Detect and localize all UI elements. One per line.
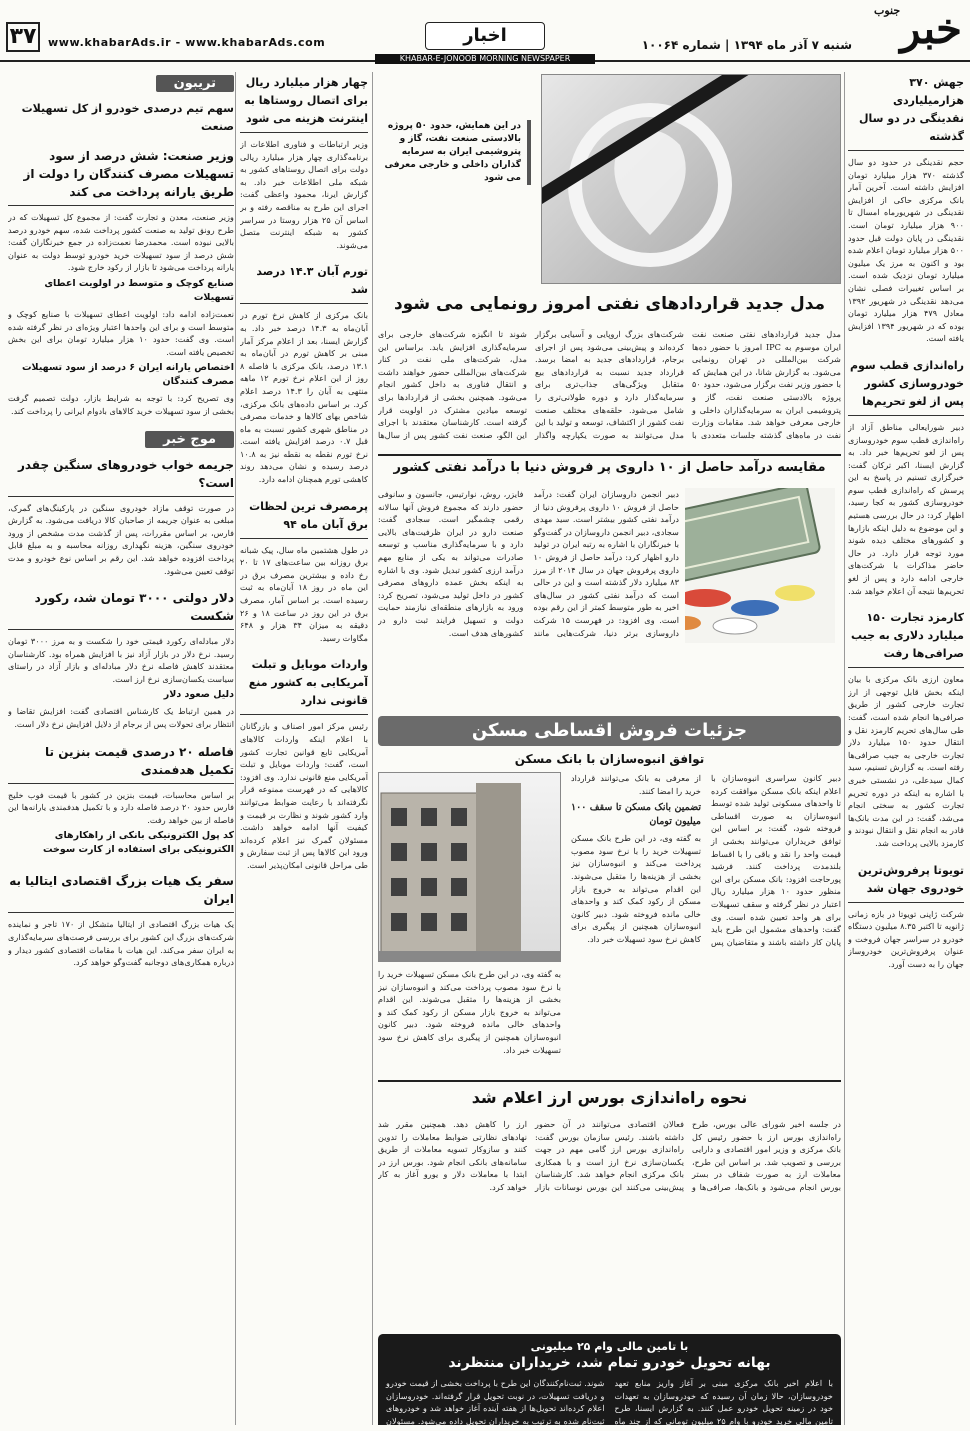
- story-paragraph: دبیر کانون سراسری انبوه‌سازان با اعلام اینکه بانک مسکن موافقت کرده تا واحدهای مسکونی تولید شده توسط انبوه‌سازان به صورت اقساطی فروخته شود، گفت: بر اساس این توافق خریداران می‌توانند بخشی از قیمت واحد را نقد و باقی را با اقساط بلندمدت پرداخت کنند. فرشید پورحاجت افزود: بانک مسکن برای این منظور حدود ۱۰ هزار میلیارد ریال اعتبار در نظر گرفته و سقف تسهیلات برای هر واحد تعیین شده است. وی گفت: واحدهای مشمول این طرح باید پایان کار داشته باشند و متقاضیان پس از معرفی به بانک می‌توانند قرارداد خرید را امضا کنند.: [571, 773, 841, 947]
- article-body: رئیس مرکز امور اصناف و بازرگانان با اعلام اینکه واردات کالاهای آمریکایی تابع قوانین تجارت کشور است، گفت: واردات موبایل و تبلت آمریکایی منع قانونی ندارد. وی افزود: کالاهایی که در فهرست ممنوعه قرار نگرفته‌اند با رعایت ضوابط می‌توانند وارد کشور شوند و نظارت بر قیمت و کیفیت آنها ادامه خواهد داشت. مسئولان گمرک نیز اعلام کرده‌اند ورود این کالاها پس از ثبت سفارش و طی مراحل قانونی امکان‌پذیر است.: [240, 721, 368, 870]
- article-internet: [240, 72, 368, 251]
- article-inflation: [240, 261, 368, 485]
- article-title[interactable]: فاصله ۲۰ درصدی قیمت بنزین تا تکمیل هدفمندی: [8, 741, 234, 784]
- article-dollar: [8, 587, 234, 731]
- masthead: [0, 0, 970, 62]
- article-kicker: سهم تیم درصدی خودرو از کل تسهیلات صنعت: [21, 102, 234, 133]
- article-title[interactable]: وزیر صنعت: شش درصد از سود تسهیلات مصرف کنندگان را دولت از طریق یارانه پرداخت می کند: [8, 145, 234, 206]
- article-body: معاون ارزی بانک مرکزی با بیان اینکه بخش قابل توجهی از ارز تجارت خارجی کشور از طریق صرافی‌ها انجام شده است، گفت: طی سال‌های تحریم کارمزد نقل و انتقال حدود ۱۵۰ میلیارد دلار تجارت خارجی به جیب صرافی‌ها رفته است. به گزارش تسنیم، سید کمال سیدعلی، در نشستی خبری با اشاره به اینکه در دوره تحریم تجارت کشور به سختی انجام می‌شد، گفت: در این مدت بانک‌ها قادر به انجام نقل و انتقال نبودند و کارمزد بالایی پرداخت شد.: [848, 674, 964, 848]
- story-subhead: تضمین بانک مسکن تا سقف ۱۰۰ میلیون تومان: [571, 802, 701, 828]
- article-body: حجم نقدینگی در حدود دو سال گذشته ۳۷۰ هزار میلیارد تومان افزایش داشته است. آخرین آمار بانک مرکزی حاکی از افزایش نقدینگی در شهریورماه امسال تا ۹۰۰ هزار میلیارد تومان است. نقدینگی در پایان دولت قبل حدود ۵۰۰ هزار میلیارد تومان اعلام شده بود و اکنون به مرز یک میلیون میلیارد تومان نزدیک شده است. بر اساس تغییرات فصلی نشان می‌دهد نقدینگی در شهریور ۱۳۹۲ معادل ۴۷۹ هزار میلیارد تومان بوده که در شهریور ۱۳۹۴ افزایش یافته است.: [848, 157, 964, 344]
- middle-news-column: [240, 72, 368, 1425]
- issue-line: شنبه ۷ آذر ماه ۱۳۹۴ | شماره ۱۰۰۶۴: [641, 38, 852, 52]
- article-auto-hub: [848, 355, 964, 597]
- story-currency-exchange: در جلسه اخیر شورای عالی بورس، طرح راه‌اندازی بورس ارز با حضور رئیس کل بانک مرکزی و وزیر امور اقتصادی و دارایی بررسی و تصویب شد. بر اساس این طرح، معاملات ارز به صورت شفاف در بستر بورس انجام می‌شود و بانک‌ها، صرافی‌ها و فعالان اقتصادی می‌توانند در آن حضور داشته باشند. رئیس سازمان بورس گفت: راه‌اندازی بورس ارز گامی مهم در جهت یکسان‌سازی نرخ ارز است و با همکاری بانک مرکزی انجام خواهد شد. کارشناسان پیش‌بینی می‌کنند این بورس نوسانات بازار ارز را کاهش دهد. همچنین مقرر شد نهادهای نظارتی ضوابط معاملات را تدوین کنند و سازوکار تسویه معاملات از طریق سامانه‌های بانکی انجام شود. بورس ارز در ابتدا با معاملات دلار و یورو آغاز به کار خواهد کرد.: [378, 1119, 841, 1192]
- article-body: بانک مرکزی از کاهش نرخ تورم در آبان‌ماه به ۱۴.۳ درصد خبر داد. به گزارش ایسنا، بعد از اعلام مرکز آمار مبنی بر کاهش تورم در آبان‌ماه به ۱۳.۱ درصد، بانک مرکزی با فاصله ۸ روز از این اعلام نرخ تورم ۱۲ ماهه منتهی به آبان را ۱۴.۳ درصد اعلام کرد. بر اساس داده‌های بانک مرکزی، شاخص بهای کالاها و خدمات مصرفی در مناطق شهری کشور نسبت به ماه قبل ۰.۷ درصد افزایش یافته است. نرخ تورم نقطه به نقطه نیز به ۱۰.۸ درصد رسیده و نشان می‌دهد روند کاهشی تورم همچنان ادامه دارد.: [240, 310, 368, 485]
- column-divider: [372, 72, 373, 1425]
- paper-subtitle: KHABAR-E-JONOOB MORNING NEWSPAPER: [375, 54, 595, 64]
- story-oil-contracts: مدل جدید قراردادهای نفتی صنعت نفت ایران موسوم به IPC امروز با حضور ده‌ها شرکت بین‌المللی در تهران رونمایی می‌شود. به گزارش شانا، در این همایش که با حضور وزیر نفت برگزار می‌شود، حدود ۵۰ پروژه بالادستی صنعت نفت، گاز و پتروشیمی ایران به سرمایه‌گذاران داخلی و خارجی معرفی خواهد شد. مقامات وزارت نفت در ماه‌های گذشته جلسات متعددی با شرکت‌های بزرگ اروپایی و آسیایی برگزار کرده‌اند و پیش‌بینی می‌شود پس از اجرای برجام، قراردادهای جدید به امضا برسد. قرارداد جدید نسبت به قراردادهای بیع متقابل ویژگی‌های جذاب‌تری برای سرمایه‌گذار دارد و دوره طولانی‌تری را شامل می‌شود. حلقه‌های مختلف صنعت نفت کشور از اکتشاف، توسعه و تولید با این مدل می‌توانند به صورت یکپارچه واگذار شوند تا انگیزه شرکت‌های خارجی برای سرمایه‌گذاری افزایش یابد. براساس این مدل، شرکت‌های ملی نفت در کنار شرکت‌های بین‌المللی حضور خواهند داشت و انتقال فناوری به داخل کشور انجام می‌شود. همچنین بخشی از قراردادها برای توسعه میادین مشترک در اولویت قرار گرفته است. کارشناسان معتقدند با اجرای این الگو، صنعت نفت کشور پس از سال‌ها: [378, 329, 841, 440]
- oil-logo-pen-illustration: [541, 75, 840, 284]
- headline-currency-exchange[interactable]: نحوه راه‌اندازی بورس ارز اعلام شد: [378, 1080, 841, 1107]
- tribune-section: [8, 72, 234, 418]
- story-drug-revenue: دبیر انجمن داروسازان ایران گفت: درآمد حاصل از فروش ۱۰ داروی پرفروش دنیا از درآمد نفتی کشور بیشتر است. سید مهدی سجادی، دبیر انجمن داروسازان در گفت‌وگو با خبرنگاران با اشاره به رتبه ایران در تولید دارو اظهار کرد: درآمد حاصل از فروش ۱۰ داروی پرفروش جهان در سال ۲۰۱۴ از مرز ۸۳ میلیارد دلار گذشته است و این در حالی است که درآمد نفتی کشور در سال‌های اخیر به طور متوسط کمتر از این رقم بوده است. وی افزود: در فهرست ۱۵ شرکت داروسازی برتر دنیا، شرکت‌هایی مانند فایزر، روش، نوارتیس، جانسون و سانوفی حضور دارند که مجموع فروش آنها سالانه رقمی چشمگیر است. سجادی گفت: صنعت دارو در ایران ظرفیت‌های بالایی دارد و با سرمایه‌گذاری مناسب و توسعه صادرات می‌تواند به یکی از منابع مهم درآمد ارزی کشور تبدیل شود. وی با اشاره به اینکه بخش عمده داروهای مصرفی کشور در داخل تولید می‌شود، تصریح کرد: ورود به بازارهای منطقه‌ای نیازمند حمایت دولت و تسهیل فرایند ثبت دارو در کشورهای هدف است.: [378, 489, 679, 638]
- section-label-wave: موج خبر: [145, 431, 234, 448]
- money-pills-image: [685, 488, 835, 643]
- article-body: دبیر شورایعالی مناطق آزاد از راه‌اندازی قطب سوم خودروسازی پس از لغو تحریم‌ها خبر داد. به گزارش ایسنا، اکبر ترکان گفت: خبرگزاری تسنیم در پاسخ به این پرسش که راه‌اندازی قطب سوم خودروسازی کشور به کجا رسید، اظهار کرد: در حال بررسی هستیم و این موضوع به دلیل اینکه بازارها و کشورهای مختلف دیده شوند مورد توجه قرار دارد. در حال حاضر مذاکرات با شرکت‌های خارجی ادامه دارد و پس از لغو تحریم‌ها نتیجه آن اعلام خواهد شد.: [848, 421, 964, 596]
- logo-sub: جنوب: [874, 4, 901, 17]
- story-housing-cont: به گفته وی، در این طرح بانک مسکن تسهیلات خرید را با نرخ سود مصوب پرداخت می‌کند و انبوه‌سازان نیز بخشی از هزینه‌ها را متقبل می‌شوند. این اقدام می‌تواند به خروج بازار مسکن از رکود کمک کند و واحدهای خالی مانده فروخته شود. دبیر کانون انبوه‌سازان همچنین از پیگیری برای کاهش نرخ سود تسهیلات خبر داد.: [378, 969, 561, 1055]
- article-title[interactable]: دلار دولتی ۳۰۰۰ تومان شد، رکورد شکست: [8, 587, 234, 630]
- article-title[interactable]: پرمصرف ترین لحظات برق آبان ماه ۹۴: [240, 496, 368, 539]
- article-title[interactable]: راه‌اندازی قطب سوم خودروسازی کشور پس از لغو تحریم‌ها: [848, 355, 964, 416]
- article-body: یک هیات بزرگ اقتصادی از ایتالیا متشکل از ۱۷۰ تاجر و نماینده شرکت‌های بزرگ این کشور برای بررسی فرصت‌های سرمایه‌گذاری به ایران سفر می‌کند. این هیات با مقامات اقتصادی کشور دیدار و درباره همکاری‌های دوجانبه گفت‌وگو خواهد کرد.: [8, 919, 234, 968]
- wave-news-section: [8, 428, 234, 578]
- story-housing: [571, 772, 841, 1072]
- article-title[interactable]: چهار هزار میلیارد ریال برای اتصال روستاها به اینترنت هزینه می شود: [240, 72, 368, 133]
- article-body: دلار مبادله‌ای رکورد قیمتی خود را شکست و به مرز ۳۰۰۰ تومان رسید. نرخ دلار در بازار آزاد نیز با افزایش همراه بود. کارشناسان معتقدند کاهش فاصله نرخ دلار مبادله‌ای و بازار آزاد در راستای سیاست یکسان‌سازی نرخ ارز است.: [8, 636, 234, 684]
- article-body: وزیر صنعت، معدن و تجارت گفت: از مجموع کل تسهیلات که در طرح رونق تولید به صنعت کشور پرداخت شده، سهم خودرو درصد بالایی نبوده است. محمدرضا نعمت‌زاده در جمع خبرنگاران گفت: شش درصد از سود تسهیلات خرید خودرو توسط دولت به عنوان یارانه پرداخت می‌شود تا بازار از رکود خارج شود.: [8, 212, 234, 273]
- box-subhead: با تامین مالی وام ۲۵ میلیونی: [530, 1340, 689, 1353]
- apartment-image: [378, 772, 561, 962]
- article-subhead: دلیل صعود دلار: [163, 689, 234, 701]
- box-headline[interactable]: بهانه تحویل خودرو تمام شد، خریداران منتظرند: [448, 1355, 771, 1371]
- article-electricity: [240, 496, 368, 645]
- headline-housing[interactable]: جزئیات فروش اقساطی مسکن: [378, 716, 841, 746]
- section-title: اخبار: [425, 22, 545, 50]
- article-italy: [8, 870, 234, 968]
- article-body: نعمت‌زاده ادامه داد: اولویت اعطای تسهیلات با صنایع کوچک و متوسط است و برای این واحدها اعتبار ویژه‌ای در نظر گرفته شده است. وی گفت: حدود ۱۰ هزار میلیارد تومان برای این بخش تخصیص یافته است.: [8, 308, 234, 357]
- article-title[interactable]: جهش ۳۷۰ هزارمیلیاردی نقدینگی در دو سال گذشته: [848, 72, 964, 151]
- main-area: [378, 72, 841, 1425]
- article-body: بر اساس محاسبات، قیمت بنزین در کشور با قیمت فوب خلیج فارس حدود ۲۰ درصد فاصله دارد و با تکمیل هدفمندی یارانه‌ها این فاصله از بین خواهد رفت.: [8, 789, 234, 825]
- website-link[interactable]: www.khabarAds.ir - www.khabarAds.com: [48, 36, 326, 49]
- dollar-pills-illustration: [685, 488, 835, 643]
- article-body: در صورت توقف مازاد خودروی سنگین در پارکینگ‌های گمرک، مبلغی به عنوان جریمه از صاحبان کالا دریافت می‌شود. به گزارش فارس، بر اساس مقررات، پس از گذشت مدت مشخص از ورود خودروی سنگین، هزینه نگهداری روزانه محاسبه و به مبلغ قابل پرداخت افزوده خواهد شد. این رقم بر اساس نوع خودرو و مدت توقف تعیین می‌شود.: [8, 502, 234, 576]
- right-column: [848, 72, 964, 1425]
- article-toyota: [848, 860, 964, 971]
- story-paragraph: به گفته وی، در این طرح بانک مسکن تسهیلات خرید را با نرخ سود مصوب پرداخت می‌کند و انبوه‌سازان نیز بخشی از هزینه‌ها را متقبل می‌شوند. این اقدام می‌تواند به خروج بازار مسکن از رکود کمک کند و واحدهای خالی مانده فروخته شود. دبیر کانون انبوه‌سازان همچنین از پیگیری برای کاهش نرخ سود تسهیلات خبر داد.: [571, 833, 701, 944]
- car-delivery-box: [378, 1334, 841, 1425]
- article-title[interactable]: جریمه خواب خودروهای سنگین چقدر است؟: [8, 454, 234, 497]
- apartment-building-illustration: [378, 773, 560, 962]
- article-mobile-import: [240, 654, 368, 871]
- article-title[interactable]: سفر یک هیات بزرگ اقتصادی ایتالیا به ایران: [8, 870, 234, 913]
- article-body: وی تصریح کرد: با توجه به شرایط بازار، دولت تصمیم گرفت بخشی از سود تسهیلات خرید کالاهای بادوام ایرانی را پرداخت کند.: [8, 393, 234, 416]
- article-title[interactable]: تویوتا پرفروش‌ترین خودروی جهان شد: [848, 860, 964, 903]
- article-subhead: اختصاص یارانه ایران ۶ درصد از سود تسهیلات مصرف کنندگان: [21, 362, 234, 388]
- article-body: در همین ارتباط یک کارشناس اقتصادی گفت: افزایش تقاضا و انتظار برای تحولات پس از برجام از دلایل افزایش نرخ دلار است.: [8, 706, 234, 730]
- image-caption: در این همایش، حدود ۵۰ پروژه بالادستی صنعت نفت، گاز و پتروشیمی ایران به سرمایه گذاران داخلی و خارجی معرفی می شود: [381, 120, 531, 185]
- article-gasoline: [8, 741, 234, 861]
- headline-drug-revenue[interactable]: مقایسه درآمد حاصل از ۱۰ داروی پر فروش دنیا با درآمد نفتی کشور: [378, 454, 841, 475]
- column-divider: [235, 72, 236, 1425]
- article-exchange-fees: [848, 607, 964, 849]
- article-title[interactable]: تورم آبان ۱۴.۳ درصد شد: [240, 261, 368, 304]
- column-divider: [844, 72, 845, 1425]
- page-number: ۳۷: [6, 22, 40, 52]
- article-title[interactable]: کارمزد تجارت ۱۵۰ میلیارد دلاری به جیب صرافی‌ها رفت: [848, 607, 964, 668]
- article-title[interactable]: واردات موبایل و تبلت آمریکایی به کشور منع قانونی ندارد: [240, 654, 368, 715]
- box-body: با اعلام اخیر بانک مرکزی مبنی بر آغاز واریز منابع تعهد خودروسازان، حالا زمان آن رسیده که خودروسازان به تعهدات خود در زمینه تحویل خودرو عمل کنند. به گزارش ایسنا، طرح تامین مالی خرید خودرو با وام ۲۵ میلیون تومانی که از چند ماه شوند. ثبت‌نام‌کنندگان این طرح با پرداخت بخشی از قیمت خودرو و دریافت تسهیلات، در نوبت تحویل قرار گرفته‌اند. خودروسازان اعلام کرده‌اند تحویل‌ها از هفته آینده آغاز خواهد شد و خودروهای ثبت‌نام شده به ترتیب به خریداران تحویل داده می‌شود. مسئولان: [386, 1378, 834, 1425]
- section-label-tribune: تریبون: [156, 75, 234, 92]
- article-body: در طول هشتمین ماه سال، پیک شبانه برق روزانه بین ساعت‌های ۱۷ تا ۲۰ رخ داده و بیشترین مصرف برق در این ماه در روز ۱۸ آبان‌ماه به ثبت رسیده است. بر اساس آمار، مصرف برق در این روز در ساعت ۱۸ و ۲۶ دقیقه به میزان ۳۴ هزار و ۶۴۸ مگاوات رسید.: [240, 544, 368, 643]
- headline-oil-contracts[interactable]: مدل جدید قراردادهای نفتی امروز رونمایی می شود: [393, 294, 826, 314]
- article-body: وزیر ارتباطات و فناوری اطلاعات از برنامه‌گذاری چهار هزار میلیارد ریالی دولت برای اتصال روستاهای کشور به شبکه ملی اطلاعات خبر داد. به گزارش ایرنا، محمود واعظی گفت: اجرای این طرح به مناقصه رفته و بر اساس آن ۲۵ هزار روستا در سراسر کشور به شبکه اینترنت متصل می‌شوند.: [240, 139, 368, 250]
- oil-company-image: [541, 74, 841, 284]
- article-subhead: کد پول الکترونیکی بانکی از راهکارهای الکترونیکی برای استفاده از کارت سوخت: [43, 830, 234, 856]
- tribune-column: [8, 72, 234, 1425]
- newspaper-logo: خبر$^{جنوب}$: [874, 4, 962, 53]
- subhead-housing: توافق انبوه‌سازان با بانک مسکن: [514, 752, 705, 766]
- article-subhead: صنایع کوچک و متوسط در اولویت اعطای تسهیلات: [44, 277, 234, 303]
- article-body: شرکت ژاپنی تویوتا در بازه زمانی ژانویه تا اکتبر ۸.۳۵ میلیون دستگاه خودرو در سراسر جهان فروخت و عنوان پرفروش‌ترین خودروساز جهان را به دست آورد.: [848, 908, 964, 969]
- article-liquidity: [848, 72, 964, 345]
